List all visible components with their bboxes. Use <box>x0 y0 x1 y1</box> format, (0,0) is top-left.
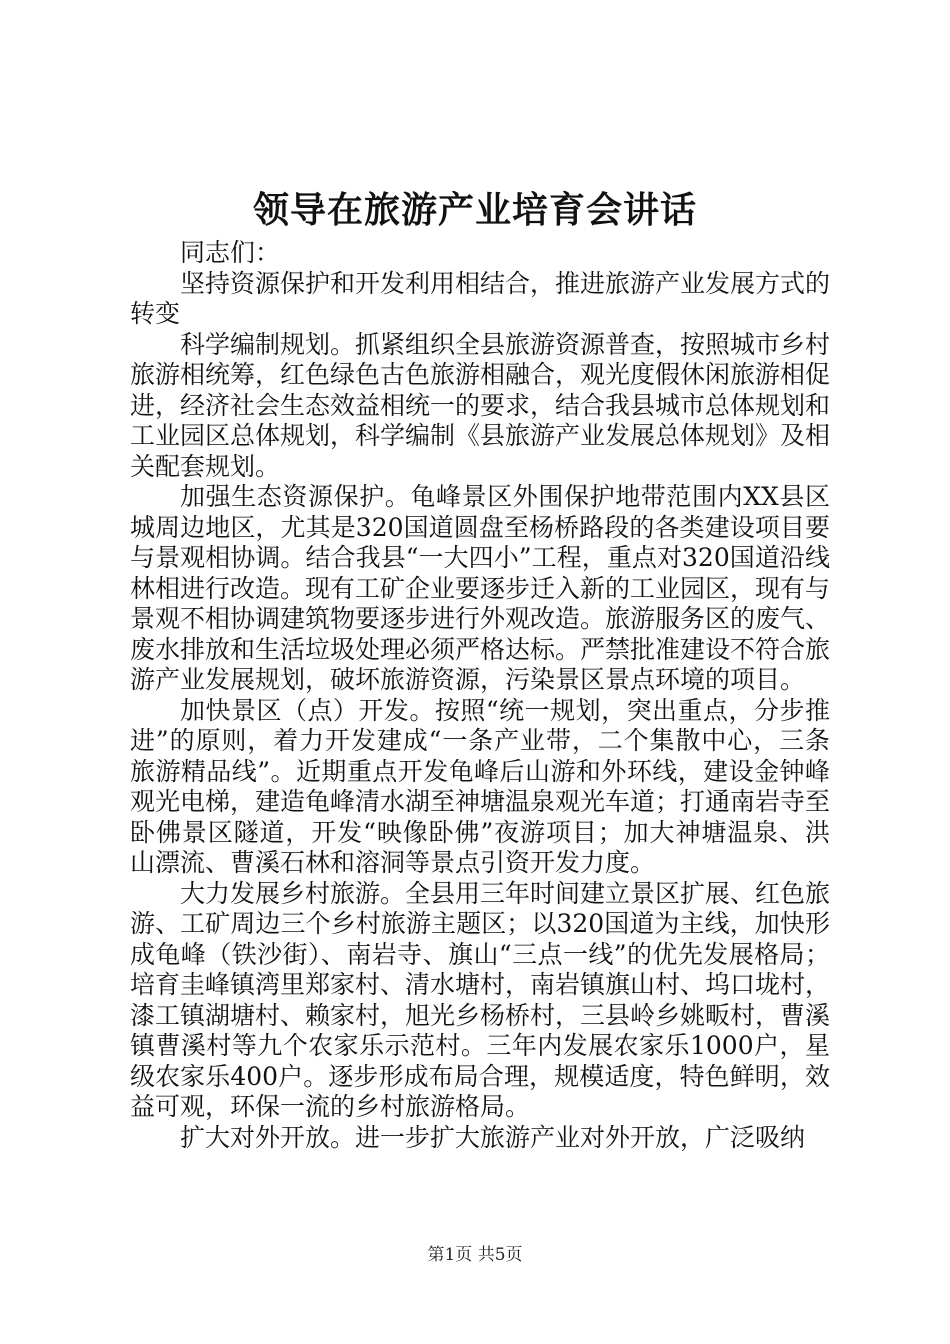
paragraph-ecology: 加强生态资源保护。龟峰景区外围保护地带范围内XX县区城周边地区，尤其是320国道圆盘至杨桥路段的各类建设项目要与景观相协调。结合我县“一大四小”工程，重点对320国道沿线林相进行改造。现有工矿企业要逐步迁入新的工业园区，现有与景观不相协调建筑物要逐步进行外观改造。旅游服务区的废气、废水排放和生活垃圾处理必须严格达标。严禁批准建设不符合旅游产业发展规划，破坏旅游资源，污染景区景点环境的项目。 <box>130 482 831 694</box>
document-title: 领导在旅游产业培育会讲话 <box>252 189 697 231</box>
paragraph-planning: 科学编制规划。抓紧组织全县旅游资源普查，按照城市乡村旅游相统筹，红色绿色古色旅游相融合，观光度假休闲旅游相促进，经济社会生态效益相统一的要求，结合我县城市总体规划和工业园区总体规划，科学编制《县旅游产业发展总体规划》及相关配套规划。 <box>130 329 831 481</box>
paragraph-rural-tourism: 大力发展乡村旅游。全县用三年时间建立景区扩展、红色旅游、工矿周边三个乡村旅游主题区；以320国道为主线，加快形成龟峰（铁沙街）、南岩寺、旗山“三点一线”的优先发展格局；培育圭峰镇湾里郑家村、清水塘村，南岩镇旗山村、坞口垅村，漆工镇湖塘村、赖家村，旭光乡杨桥村，三县岭乡姚畈村，曹溪镇曹溪村等九个农家乐示范村。三年内发展农家乐1000户，星级农家乐400户。逐步形成布局合理，规模适度，特色鲜明，效益可观，环保一流的乡村旅游格局。 <box>130 878 831 1121</box>
document-body <box>130 238 830 1153</box>
page-indicator: 第1页 共5页 <box>427 1245 523 1265</box>
paragraph-scenic-development: 加快景区（点）开发。按照“统一规划，突出重点，分步推进”的原则，着力开发建成“一条产业带，二个集散中心，三条旅游精品线”。近期重点开发龟峰后山游和外环线，建设金钟峰观光电梯，建造龟峰清水湖至神塘温泉观光车道；打通南岩寺至卧佛景区隧道，开发“映像卧佛”夜游项目；加大神塘温泉、洪山漂流、曹溪石林和溶洞等景点引资开发力度。 <box>130 695 831 877</box>
paragraph-opening-up: 扩大对外开放。进一步扩大旅游产业对外开放，广泛吸纳 <box>180 1122 806 1152</box>
paragraph-heading: 坚持资源保护和开发利用相结合，推进旅游产业发展方式的转变 <box>130 268 831 328</box>
paragraph-salutation: 同志们： <box>180 238 281 267</box>
